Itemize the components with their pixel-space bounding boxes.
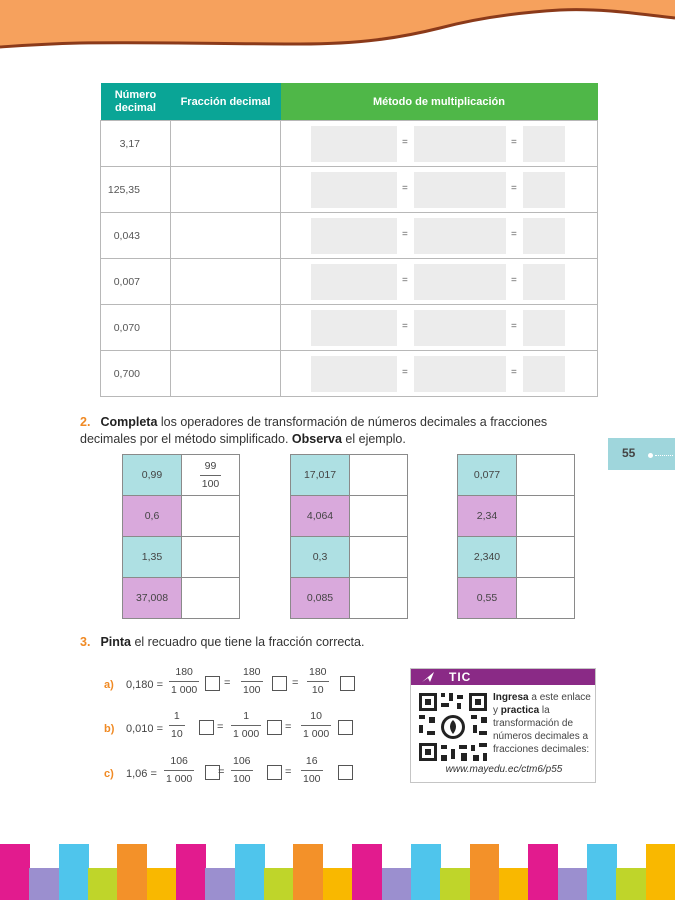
table-row — [458, 496, 575, 537]
decimal-value-cell: 2,340 — [458, 537, 517, 578]
equals-sign: = — [511, 367, 517, 378]
method-box-1[interactable] — [311, 126, 397, 162]
equals-sign: = — [402, 367, 408, 378]
color-stripe — [616, 868, 646, 900]
method-cell — [281, 213, 598, 259]
color-stripe — [382, 868, 412, 900]
fraction-answer-cell[interactable] — [350, 455, 408, 496]
option-numerator: 180 — [243, 666, 261, 678]
option-numerator: 1 — [243, 710, 250, 722]
page-number: 55 — [622, 446, 636, 460]
question-2-verb-complete: Completa — [100, 415, 158, 429]
option-fraction — [232, 755, 252, 785]
option-fraction — [170, 666, 198, 696]
table-row — [101, 167, 598, 213]
color-stripe — [440, 868, 470, 900]
paint-checkbox[interactable] — [267, 720, 282, 735]
tic-box — [410, 668, 596, 783]
color-stripe — [147, 868, 177, 900]
method-box-3[interactable] — [523, 126, 565, 162]
table-row — [101, 213, 598, 259]
exercise-letter: b) — [104, 723, 115, 735]
conversion-table-2 — [290, 454, 408, 619]
option-denominator: 100 — [233, 773, 251, 785]
paint-checkbox[interactable] — [340, 676, 355, 691]
question-3-text — [80, 634, 600, 651]
equals-sign: = — [511, 321, 517, 332]
color-stripe — [352, 844, 382, 900]
tic-text-2: la transformación de números decimales a fracciones decimales: — [493, 705, 590, 755]
conversion-table-3 — [457, 454, 575, 619]
option-numerator: 180 — [309, 666, 327, 678]
decimal-number-cell: 0,700 — [101, 351, 171, 397]
decimal-value-cell: 37,008 — [123, 578, 182, 619]
option-denominator: 10 — [311, 684, 324, 696]
fraction-answer-cell[interactable] — [517, 496, 575, 537]
fraction-answer-cell[interactable] — [182, 578, 240, 619]
example-fraction — [201, 460, 221, 490]
decimal-value-cell: 0,99 — [123, 455, 182, 496]
decimal-number-cell: 0,043 — [101, 213, 171, 259]
option-fraction — [170, 710, 184, 740]
decimal-fraction-cell[interactable] — [171, 213, 281, 259]
method-cell — [281, 305, 598, 351]
tic-header — [411, 669, 595, 685]
equals-sign: = — [511, 137, 517, 148]
color-stripe — [88, 868, 118, 900]
method-box-3[interactable] — [523, 356, 565, 392]
color-stripe — [411, 844, 441, 900]
option-fraction — [308, 666, 328, 696]
table-row — [291, 578, 408, 619]
question-2-instruction-end: el ejemplo. — [341, 432, 406, 446]
example-denominator: 100 — [201, 478, 220, 490]
fraction-answer-cell[interactable] — [182, 496, 240, 537]
question-2-text — [80, 414, 600, 448]
method-cell — [281, 259, 598, 305]
question-2-number: 2. — [80, 415, 91, 429]
example-numerator: 99 — [204, 460, 217, 472]
option-numerator: 180 — [175, 666, 193, 678]
question-3-number: 3. — [80, 635, 91, 649]
method-box-3[interactable] — [523, 264, 565, 300]
table-row — [458, 455, 575, 496]
equals-sign: = — [402, 183, 408, 194]
method-box-3[interactable] — [523, 310, 565, 346]
exercise-c — [104, 768, 157, 780]
method-box-2[interactable] — [414, 172, 506, 208]
decimal-value-cell: 2,34 — [458, 496, 517, 537]
method-box-2[interactable] — [414, 126, 506, 162]
option-denominator: 1 000 — [233, 728, 260, 740]
question-3-instruction: el recuadro que tiene la fracción correcta. — [131, 635, 365, 649]
fraction-answer-cell[interactable] — [517, 578, 575, 619]
question-2-verb-observe: Observa — [291, 432, 342, 446]
color-stripe — [499, 868, 529, 900]
decimal-value-cell: 1,35 — [123, 537, 182, 578]
equals-sign: = — [402, 137, 408, 148]
decimal-fraction-cell[interactable] — [171, 121, 281, 167]
color-stripe — [587, 844, 617, 900]
decimal-number-cell: 3,17 — [101, 121, 171, 167]
rocket-icon — [421, 671, 443, 683]
paint-checkbox[interactable] — [199, 720, 214, 735]
table-row — [291, 496, 408, 537]
tic-url-link[interactable]: www.mayedu.ec/ctm6/p55 — [445, 764, 563, 775]
exercise-decimal: 0,180 = — [126, 679, 164, 691]
decimal-fraction-cell[interactable] — [171, 305, 281, 351]
table-row — [123, 578, 240, 619]
decimal-value-cell: 0,085 — [291, 578, 350, 619]
qr-code-icon[interactable] — [417, 691, 489, 763]
exercise-letter: a) — [104, 679, 114, 691]
decimal-value-cell: 0,077 — [458, 455, 517, 496]
fraction-answer-cell[interactable] — [350, 496, 408, 537]
paint-checkbox[interactable] — [272, 676, 287, 691]
option-numerator: 10 — [310, 710, 322, 722]
method-box-3[interactable] — [523, 218, 565, 254]
method-box-2[interactable] — [414, 310, 506, 346]
option-fraction — [165, 755, 193, 785]
table-row — [123, 496, 240, 537]
color-stripe — [176, 844, 206, 900]
table-row — [101, 351, 598, 397]
multiplication-table — [100, 83, 598, 397]
method-cell — [281, 351, 598, 397]
color-stripe — [470, 844, 500, 900]
option-fraction — [242, 666, 262, 696]
decimal-value-cell: 17,017 — [291, 455, 350, 496]
decimal-number-cell: 0,070 — [101, 305, 171, 351]
table-row — [291, 537, 408, 578]
decimal-value-cell: 0,55 — [458, 578, 517, 619]
table-row — [291, 455, 408, 496]
equals-sign: = — [292, 677, 299, 689]
top-banner — [0, 0, 675, 60]
exercise-a — [104, 679, 163, 691]
table-row — [123, 455, 240, 496]
fraction-answer-cell[interactable] — [517, 455, 575, 496]
color-stripe — [235, 844, 265, 900]
decimal-number-cell: 0,007 — [101, 259, 171, 305]
method-box-1[interactable] — [311, 172, 397, 208]
option-fraction — [302, 755, 322, 785]
equals-sign: = — [402, 229, 408, 240]
table-row — [458, 578, 575, 619]
paint-checkbox[interactable] — [338, 720, 353, 735]
table-row — [123, 537, 240, 578]
decimal-value-cell: 0,6 — [123, 496, 182, 537]
decimal-fraction-cell[interactable] — [171, 351, 281, 397]
decimal-number-cell: 125,35 — [101, 167, 171, 213]
option-numerator: 106 — [233, 755, 251, 767]
page-number-tab — [608, 438, 675, 470]
exercise-letter: c) — [104, 768, 114, 780]
header-multiplication-method: Método de multiplicación — [281, 83, 598, 121]
conversion-table-1 — [122, 454, 240, 619]
table-row — [101, 121, 598, 167]
tic-text-1: a este enlace y — [493, 692, 591, 716]
color-stripe — [0, 844, 30, 900]
color-stripe — [59, 844, 89, 900]
exercise-b — [104, 723, 163, 735]
color-stripe — [29, 868, 59, 900]
option-fraction — [232, 710, 260, 740]
table-row — [101, 259, 598, 305]
option-numerator: 16 — [305, 755, 318, 767]
option-denominator: 10 — [171, 728, 183, 740]
question-3-verb-paint: Pinta — [100, 635, 131, 649]
method-cell — [281, 121, 598, 167]
header-decimal-number: Número decimal — [101, 83, 171, 121]
color-stripe — [293, 844, 323, 900]
method-box-2[interactable] — [414, 264, 506, 300]
table-row — [101, 305, 598, 351]
paint-checkbox[interactable] — [338, 765, 353, 780]
fraction-answer-cell[interactable] — [350, 537, 408, 578]
paint-checkbox[interactable] — [267, 765, 282, 780]
equals-sign: = — [402, 321, 408, 332]
tic-description — [493, 691, 595, 756]
color-stripe — [646, 844, 675, 900]
equals-sign: = — [285, 721, 292, 733]
option-numerator: 1 — [173, 710, 180, 722]
option-denominator: 1 000 — [166, 773, 193, 785]
method-box-1[interactable] — [311, 264, 397, 300]
equals-sign: = — [218, 766, 225, 778]
method-box-1[interactable] — [311, 218, 397, 254]
method-box-2[interactable] — [414, 218, 506, 254]
equals-sign: = — [285, 766, 292, 778]
decimal-value-cell: 4,064 — [291, 496, 350, 537]
equals-sign: = — [511, 275, 517, 286]
tic-verb-enter: Ingresa — [493, 692, 529, 703]
table-row — [458, 537, 575, 578]
exercise-decimal: 0,010 = — [126, 723, 164, 735]
color-stripe — [117, 844, 147, 900]
color-stripe — [205, 868, 235, 900]
header-decimal-fraction: Fracción decimal — [171, 83, 281, 121]
tic-verb-practice: practica — [500, 705, 540, 716]
method-box-1[interactable] — [311, 310, 397, 346]
color-stripe — [264, 868, 294, 900]
method-cell — [281, 167, 598, 213]
method-box-1[interactable] — [311, 356, 397, 392]
tic-title: TIC — [449, 670, 472, 684]
exercise-decimal: 1,06 = — [126, 768, 157, 780]
equals-sign: = — [224, 677, 231, 689]
option-denominator: 100 — [243, 684, 261, 696]
color-stripe — [558, 868, 588, 900]
fraction-answer-cell[interactable] — [517, 537, 575, 578]
fraction-answer-cell[interactable] — [350, 578, 408, 619]
equals-sign: = — [511, 229, 517, 240]
equals-sign: = — [511, 183, 517, 194]
question-2-instruction: los operadores de transformación de números decimales a fracciones decimales por el método simplificado. — [80, 415, 548, 446]
option-denominator: 1 000 — [171, 684, 198, 696]
bottom-stripes — [0, 844, 675, 900]
decimal-value-cell: 0,3 — [291, 537, 350, 578]
option-fraction — [302, 710, 330, 740]
color-stripe — [528, 844, 558, 900]
equals-sign: = — [217, 721, 224, 733]
method-box-3[interactable] — [523, 172, 565, 208]
option-denominator: 100 — [303, 773, 321, 785]
decimal-fraction-cell[interactable] — [171, 167, 281, 213]
paint-checkbox[interactable] — [205, 676, 220, 691]
option-numerator: 106 — [170, 755, 188, 767]
equals-sign: = — [402, 275, 408, 286]
decimal-fraction-cell[interactable] — [171, 259, 281, 305]
color-stripe — [323, 868, 353, 900]
option-denominator: 1 000 — [303, 728, 330, 740]
fraction-answer-cell[interactable] — [182, 537, 240, 578]
method-box-2[interactable] — [414, 356, 506, 392]
fraction-answer-cell[interactable] — [182, 455, 240, 496]
